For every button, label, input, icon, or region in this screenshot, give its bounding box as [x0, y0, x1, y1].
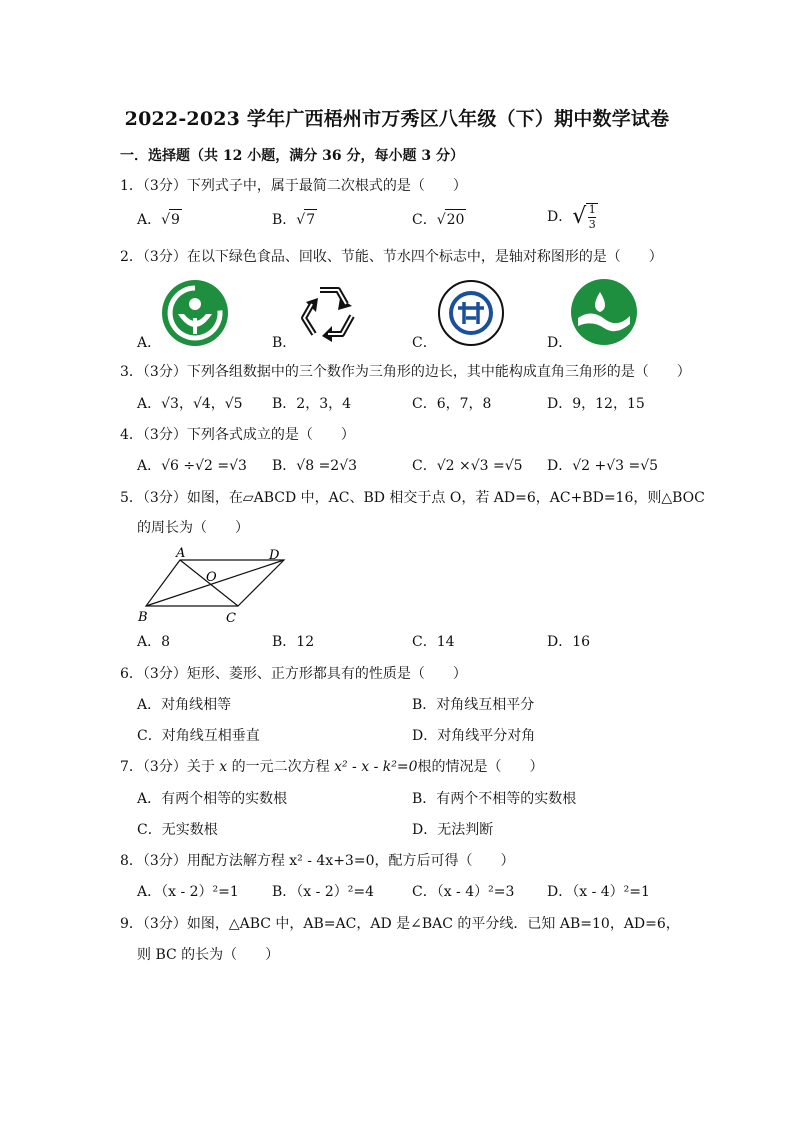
- q3-option-c: C．6，7，8: [412, 396, 492, 412]
- q1-option-a: A．√9: [137, 209, 182, 230]
- label-B: B: [138, 610, 148, 625]
- question-6-stem: 6．（3分）矩形、菱形、正方形都具有的性质是（ ）: [120, 666, 467, 682]
- q7-option-a: A．有两个相等的实数根: [137, 791, 288, 807]
- question-5-stem-line2: 的周长为（ ）: [137, 520, 249, 536]
- q6-option-b: B．对角线互相平分: [412, 697, 535, 713]
- question-7-stem: 7．（3分）关于 x 的一元二次方程 x² - x - k²=0根的情况是（ ）: [120, 759, 544, 775]
- q2-option-b: B．: [272, 335, 297, 351]
- q6-option-c: C．对角线互相垂直: [137, 728, 260, 744]
- parallelogram-figure: [136, 544, 296, 626]
- label-C: C: [226, 611, 236, 626]
- q5-option-b: B．12: [272, 634, 315, 650]
- question-9-stem-line1: 9．（3分）如图，△ABC 中，AB=AC，AD 是∠BAC 的平分线．已知 AB=10，AD=6，: [120, 916, 680, 932]
- q4-option-b: B．√8 =2√3: [272, 458, 358, 474]
- q5-option-a: A．8: [137, 634, 171, 650]
- label-O: O: [206, 570, 217, 585]
- question-3-stem: 3．（3分）下列各组数据中的三个数作为三角形的边长，其中能构成直角三角形的是（ ）: [120, 364, 691, 380]
- recycle-logo: [296, 280, 362, 346]
- q5-option-d: D．16: [547, 634, 591, 650]
- q8-option-d: D．（x - 4）²=1: [547, 884, 650, 900]
- q1-option-b: B．√7: [272, 209, 317, 230]
- question-1-stem: 1．（3分）下列式子中，属于最简二次根式的是（ ）: [120, 178, 467, 194]
- q7-option-c: C．无实数根: [137, 822, 218, 838]
- q4-option-c: C．√2 ×√3 =√5: [412, 458, 523, 474]
- q3-option-b: B．2，3，4: [272, 396, 352, 412]
- q6-option-d: D．对角线平分对角: [412, 728, 536, 744]
- q5-option-c: C．14: [412, 634, 455, 650]
- question-5-stem-line1: 5．（3分）如图，在▱ABCD 中，AC、BD 相交于点 O，若 AD=6，AC+BD=16，则△BOC: [120, 490, 705, 506]
- q6-option-a: A．对角线相等: [137, 697, 232, 713]
- question-8-stem: 8．（3分）用配方法解方程 x² - 4x+3=0，配方后可得（ ）: [120, 853, 515, 869]
- q8-option-c: C．（x - 4）²=3: [412, 884, 515, 900]
- q8-option-b: B．（x - 2）²=4: [272, 884, 374, 900]
- q4-option-d: D．√2 +√3 =√5: [547, 458, 659, 474]
- question-4-stem: 4．（3分）下列各式成立的是（ ）: [120, 427, 355, 443]
- q4-option-a: A．√6 ÷√2 =√3: [137, 458, 247, 474]
- water-saving-logo: [570, 278, 638, 346]
- q7-option-d: D．无法判断: [412, 822, 494, 838]
- section-heading: 一．选择题（共 12 小题，满分 36 分，每小题 3 分）: [120, 148, 464, 164]
- label-A: A: [176, 546, 186, 561]
- label-D: D: [269, 548, 280, 563]
- q3-option-d: D．9，12，15: [547, 396, 645, 412]
- q7-option-b: B．有两个不相等的实数根: [412, 791, 577, 807]
- q1-option-d: D．√ $\frac{1}{3}$: [547, 203, 598, 231]
- q8-option-a: A．（x - 2）²=1: [137, 884, 239, 900]
- q1-option-c: C．√20: [412, 209, 466, 230]
- q2-option-c: C．: [412, 335, 437, 351]
- q2-option-a: A．: [137, 335, 162, 351]
- page-title: 2022-2023 学年广西梧州市万秀区八年级（下）期中数学试卷: [124, 108, 670, 130]
- question-9-stem-line2: 则 BC 的长为（ ）: [137, 947, 280, 963]
- q2-option-d: D．: [547, 335, 573, 351]
- question-2-stem: 2．（3分）在以下绿色食品、回收、节能、节水四个标志中，是轴对称图形的是（ ）: [120, 249, 663, 265]
- energy-saving-logo: [436, 278, 506, 348]
- green-food-logo: [160, 278, 230, 348]
- q3-option-a: A．√3，√4，√5: [137, 396, 243, 412]
